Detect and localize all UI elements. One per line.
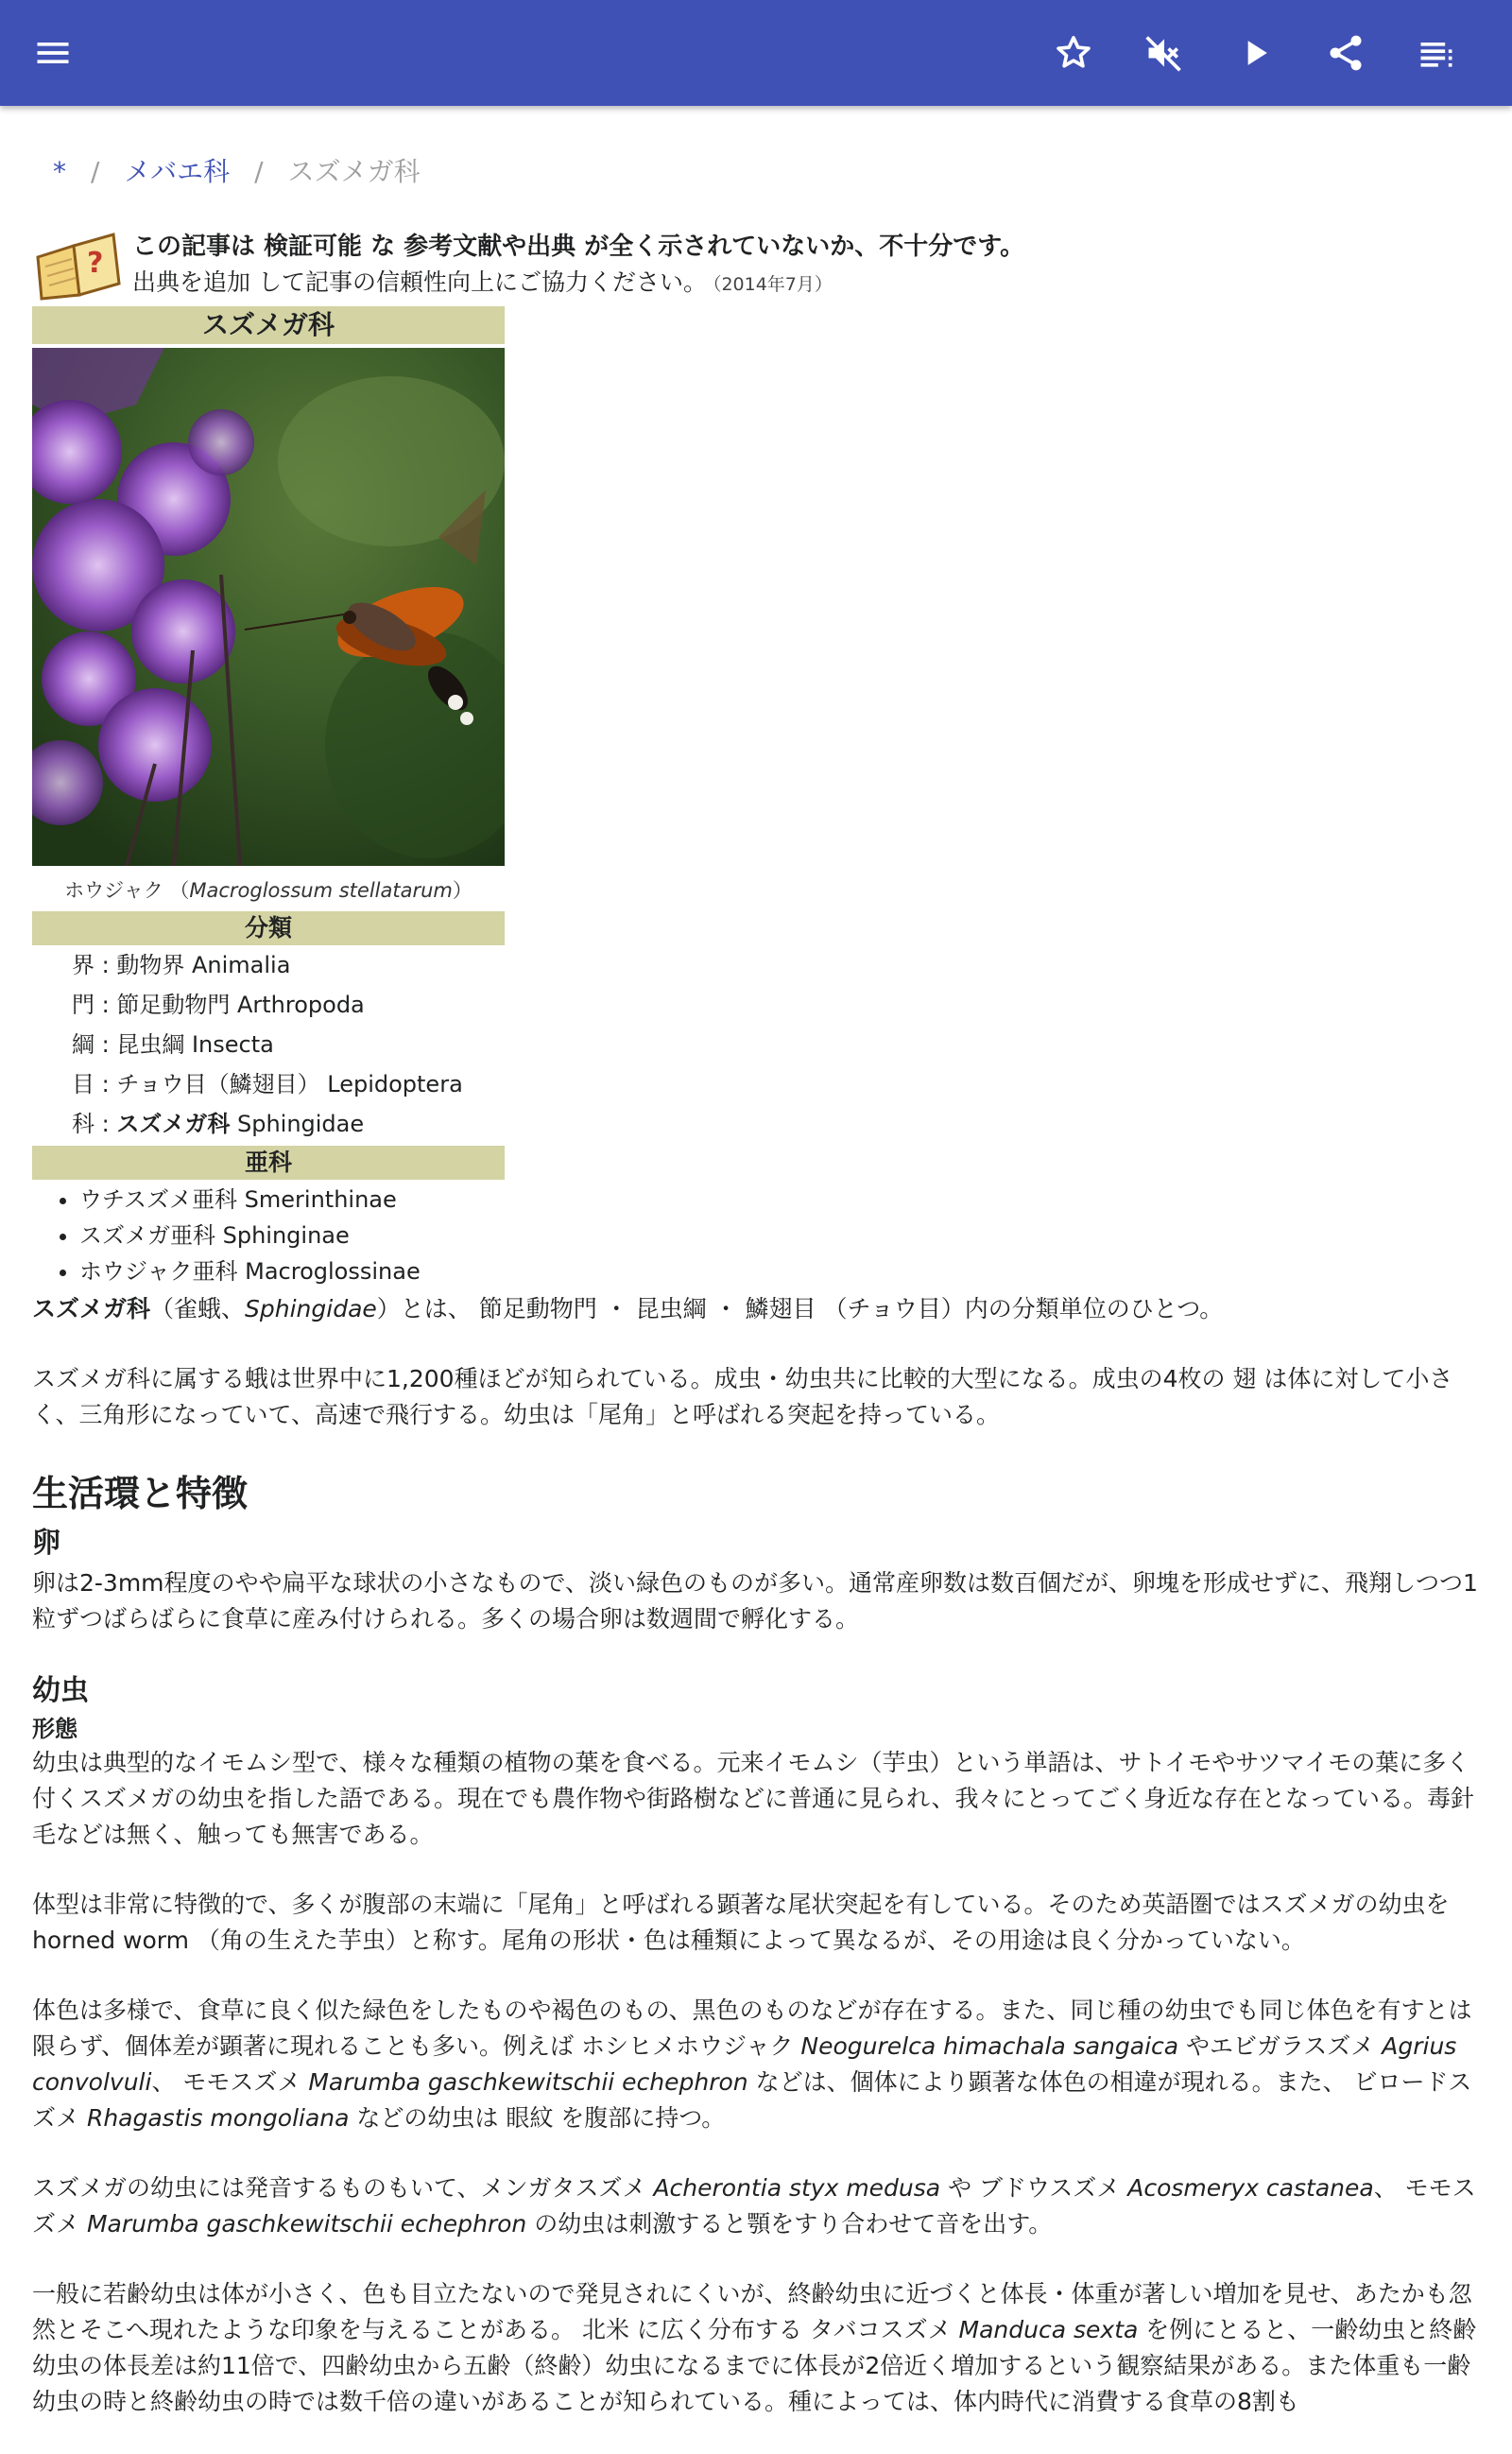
scientific-name: Neogurelca himachala sangaica	[800, 2032, 1179, 2060]
text: 、 モモスズメ	[151, 2068, 309, 2096]
caption-close: ）	[452, 879, 472, 902]
text: 一般に若齢幼虫は体が小さく、色も目立たないので発見されにくいが、終齢幼虫に近づくと体長・体重が著しい増加を見せ、あたかも忽然とそこへ現れたような印象を与えることがある。 北米 に広く分布する タバコスズメ	[32, 2280, 1472, 2343]
rank-label: 界 :	[72, 952, 117, 978]
breadcrumb-separator: /	[254, 156, 264, 187]
photo-caption	[32, 875, 505, 904]
caption-ja: ホウジャク （	[64, 879, 190, 902]
text: などは、個体により顕著な体色の相違が現れる。また、 ビロードスズメ	[32, 2068, 1472, 2132]
star-icon[interactable]	[1047, 26, 1100, 79]
rank-family	[32, 1104, 505, 1144]
rank-family-name: スズメガ科	[116, 1111, 231, 1137]
subsection-heading-larva: 幼虫	[32, 1674, 89, 1707]
classification-header: 分類	[32, 911, 505, 945]
intro-term: スズメガ科	[32, 1295, 151, 1322]
rank-value[interactable]: 節足動物門 Arthropoda	[116, 992, 365, 1018]
text: スズメガの幼虫には発音するものもいて、メンガタスズメ	[32, 2174, 654, 2202]
subfamily-list	[32, 1182, 505, 1289]
subsubsection-heading-form: 形態	[32, 1716, 77, 1742]
article-content	[32, 151, 1480, 2454]
intro-scientific-name: Sphingidae	[245, 1295, 377, 1322]
rank-order	[32, 1064, 505, 1104]
notice-line2	[132, 265, 1024, 302]
breadcrumb-home[interactable]: *	[53, 156, 66, 187]
rank-kingdom	[32, 945, 505, 985]
larva-paragraph-2: 体型は非常に特徴的で、多くが腹部の末端に「尾角」と呼ばれる顕著な尾状突起を有している。そのため英語圏ではスズメガの幼虫を horned worm （角の生えた芋虫）と称す。尾角の形状・色は種類によって異なるが、その用途は良く分かっていない。	[32, 1891, 1450, 1954]
rank-value[interactable]: チョウ目（鱗翅目） Lepidoptera	[116, 1071, 463, 1097]
notice-line1: この記事は 検証可能 な 参考文献や出典 が全く示されていないか、不十分です。	[132, 233, 1025, 261]
menu-icon[interactable]	[26, 26, 79, 79]
question-book-icon	[32, 229, 123, 304]
caption-scientific-name: Macroglossum stellatarum	[189, 879, 453, 902]
rank-label: 門 :	[72, 992, 117, 1018]
intro-paragraph	[32, 1291, 1480, 1327]
rank-value: Sphingidae	[230, 1111, 365, 1137]
svg-text:?: ?	[87, 247, 104, 280]
text: の幼虫は刺激すると顎をすり合わせて音を出す。	[526, 2210, 1053, 2238]
play-icon[interactable]	[1228, 26, 1281, 79]
subfamily-header: 亜科	[32, 1146, 505, 1180]
rank-label: 目 :	[72, 1071, 117, 1097]
scientific-name: Marumba gaschkewitschii echephron	[308, 2068, 748, 2096]
scientific-name: Rhagastis mongoliana	[86, 2104, 350, 2132]
app-bar	[0, 0, 1512, 106]
larva-growth-paragraph	[32, 2276, 1480, 2420]
taxobox-title: スズメガ科	[32, 306, 505, 344]
text: やエビガラスズメ	[1178, 2032, 1383, 2060]
breadcrumb	[53, 151, 1480, 193]
list-item[interactable]: • スズメガ亜科 Sphinginae	[79, 1218, 505, 1253]
text: を例にとると、一齢幼虫と終齢幼虫の体長差は約11倍で、四齢幼虫から五齢（終齢）幼虫になるまでに体長が2倍近く増加するという観察結果がある。また体重も一齢幼虫の時と終齢幼虫の時では数千倍の違いがあることが知られている。種によっては、体内時代に消費する食草の8割も	[32, 2316, 1477, 2415]
larva-paragraph-1: 幼虫は典型的なイモムシ型で、様々な種類の植物の葉を食べる。元来イモムシ（芋虫）という単語は、サトイモやサツマイモの葉に多く付くスズメガの幼虫を指した語である。現在でも農作物や街路樹などに普通に見られ、我々にとってごく身近な存在となっている。毒針毛などは無く、触っても無害である。	[32, 1749, 1475, 1848]
rank-value[interactable]: 動物界 Animalia	[116, 952, 291, 978]
intro-text-b: ）とは、 節足動物門 ・ 昆虫綱 ・ 鱗翅目 （チョウ目）内の分類単位のひとつ。	[376, 1295, 1224, 1322]
rank-label: 科 :	[72, 1111, 117, 1137]
scientific-name: Acherontia styx medusa	[653, 2174, 941, 2202]
rank-phylum	[32, 985, 505, 1025]
text: 、 モモスズメ	[32, 2174, 1476, 2238]
taxobox	[32, 306, 505, 1289]
larva-sound-paragraph	[32, 2170, 1480, 2242]
text: や ブドウスズメ	[940, 2174, 1128, 2202]
notice-line2-text: 出典を追加 して記事の信頼性向上にご協力ください。	[132, 268, 707, 296]
breadcrumb-current: スズメガ科	[287, 156, 421, 187]
larva-color-paragraph	[32, 1993, 1480, 2136]
volume-off-icon[interactable]	[1138, 26, 1191, 79]
scientific-name: Marumba gaschkewitschii echephron	[86, 2210, 527, 2238]
rank-class	[32, 1025, 505, 1064]
share-icon[interactable]	[1319, 26, 1372, 79]
scientific-name: Acosmeryx castanea	[1127, 2174, 1374, 2202]
egg-paragraph: 卵は2-3mm程度のやや扁平な球状の小さなもので、淡い緑色のものが多い。通常産卵数は数百個だが、卵塊を形成せずに、飛翔しつつ1粒ずつばらばらに食草に産み付けられる。多くの場合卵は数週間で孵化する。	[32, 1569, 1478, 1633]
intro-text-a: （雀蛾、	[150, 1295, 246, 1322]
list-item[interactable]: • ホウジャク亜科 Macroglossinae	[79, 1253, 505, 1289]
rank-value[interactable]: 昆虫綱 Insecta	[116, 1031, 274, 1058]
overview-paragraph: スズメガ科に属する蛾は世界中に1,200種ほどが知られている。成虫・幼虫共に比較的大型になる。成虫の4枚の 翅 は体に対して小さく、三角形になっていて、高速で飛行する。幼虫は「尾角」と呼ばれる突起を持っている。	[32, 1365, 1453, 1428]
subsection-heading-egg: 卵	[32, 1527, 60, 1560]
playlist-icon[interactable]	[1410, 26, 1463, 79]
scientific-name: Manduca sexta	[958, 2316, 1139, 2343]
scientific-name: Agrius convolvuli	[32, 2032, 1457, 2096]
list-item[interactable]: • ウチスズメ亜科 Smerinthinae	[79, 1182, 505, 1218]
citation-notice	[32, 229, 1480, 304]
hummingbird-hawkmoth-photo[interactable]	[32, 348, 505, 866]
text: などの幼虫は 眼紋 を腹部に持つ。	[349, 2104, 726, 2132]
breadcrumb-parent[interactable]: メバエ科	[124, 156, 231, 187]
notice-date: （2014年7月）	[712, 274, 833, 295]
rank-label: 綱 :	[72, 1031, 117, 1058]
text: 体色は多様で、食草に良く似た緑色をしたものや褐色のもの、黒色のものなどが存在する。また、同じ種の幼虫でも同じ体色を有すとは限らず、個体差が顕著に現れることも多い。例えば ホシヒメホウジャク	[32, 1996, 1472, 2060]
breadcrumb-separator: /	[91, 156, 100, 187]
section-heading-life-cycle: 生活環と特徴	[32, 1473, 249, 1514]
